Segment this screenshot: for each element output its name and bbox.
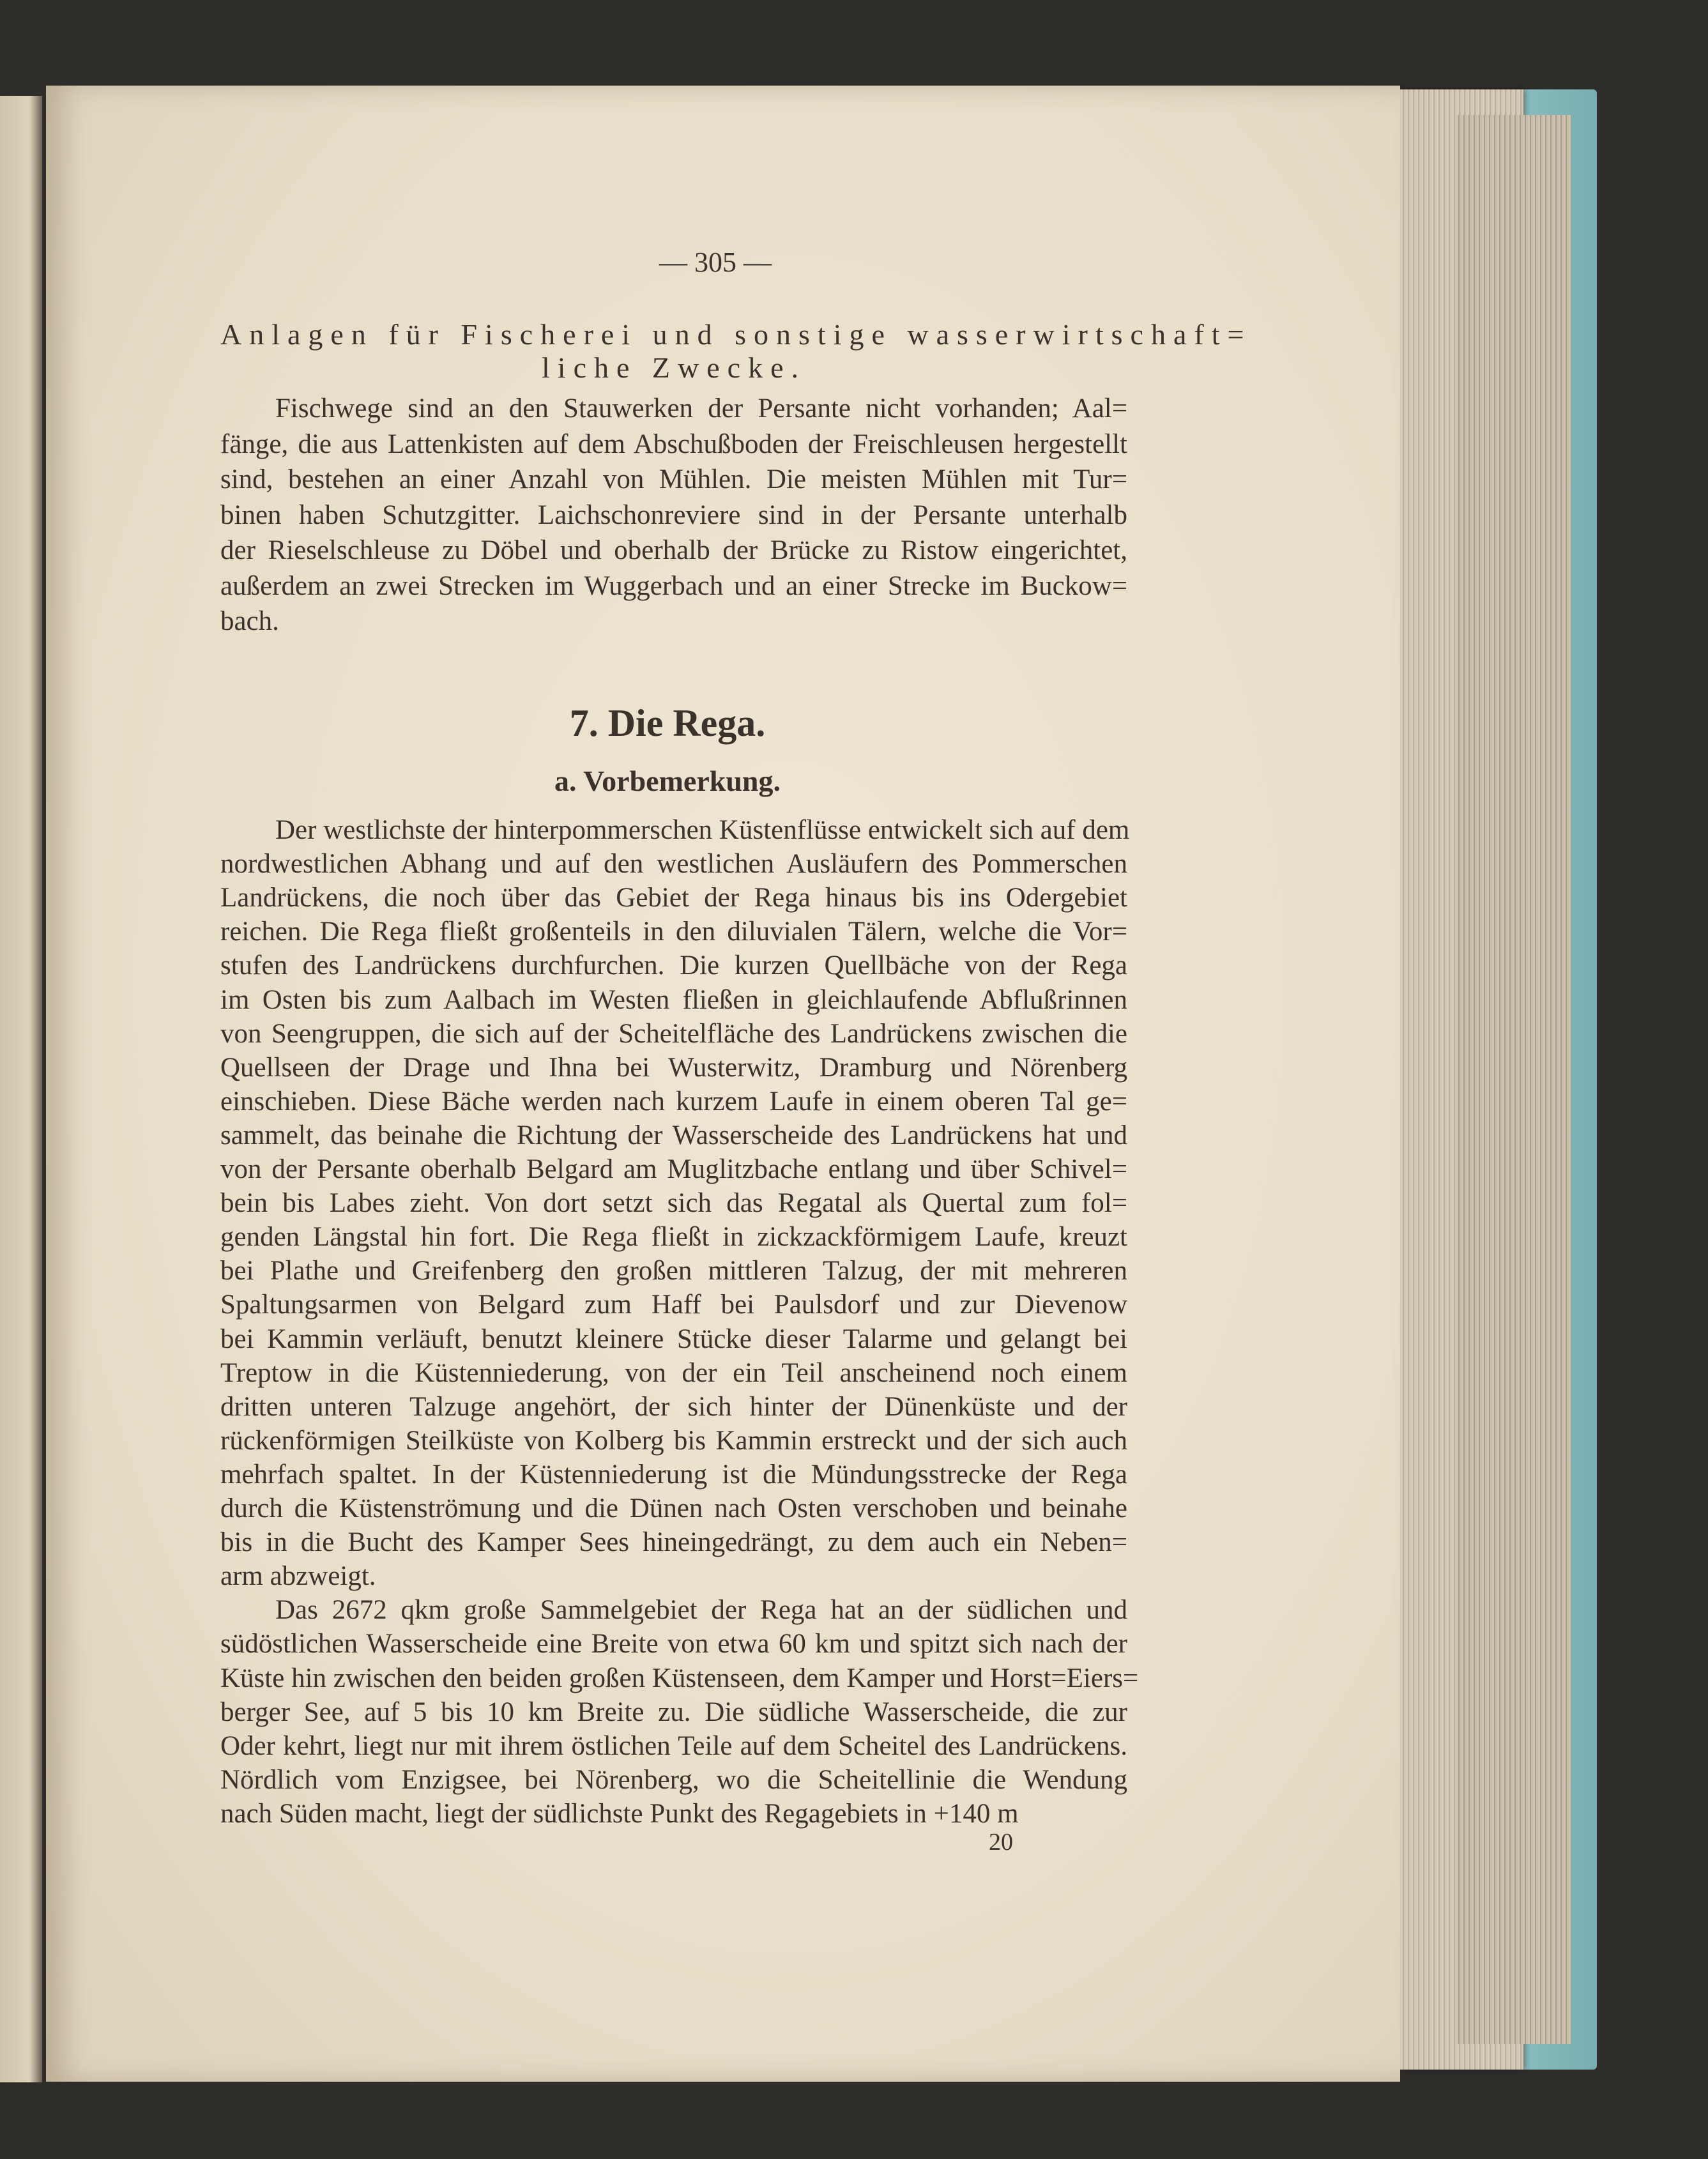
text-line: im Osten bis zum Aalbach im Westen fließen in gleichlaufende Abflußrinnen: [220, 984, 1127, 1015]
text-line: sammelt, das beinahe die Richtung der Wasserscheide des Landrückens hat und: [220, 1120, 1127, 1150]
text-line: arm abzweigt.: [220, 1561, 376, 1592]
text-line: sind, bestehen an einer Anzahl von Mühlen. Die meisten Mühlen mit Tur=: [220, 464, 1127, 494]
text-line: der Rieselschleuse zu Döbel und oberhalb der Brücke zu Ristow eingerichtet,: [220, 535, 1127, 565]
signature-mark: 20: [989, 1829, 1013, 1856]
text-line: bach.: [220, 606, 279, 636]
text-line: dritten unteren Talzuge angehört, der sich hinter der Dünenküste und der: [220, 1391, 1127, 1422]
text-line: Quellseen der Drage und Ihna bei Wusterwitz, Dramburg und Nörenberg: [220, 1052, 1127, 1083]
text-line: von der Persante oberhalb Belgard am Muglitzbache entlang und über Schivel=: [220, 1154, 1127, 1184]
text-line: mehrfach spaltet. In der Küstenniederung ist die Mündungsstrecke der Rega: [220, 1459, 1127, 1490]
page-number: — 305 —: [659, 247, 772, 278]
text-line: bei Plathe und Greifenberg den großen mittleren Talzug, der mit mehreren: [220, 1256, 1127, 1286]
text-line: binen haben Schutzgitter. Laichschonreviere sind in der Persante unterhalb: [220, 500, 1127, 530]
page-edges-inner: [1456, 115, 1571, 2044]
text-line: nach Süden macht, liegt der südlichste Punkt des Regagebiets in +140 m: [220, 1798, 1019, 1829]
text-line: bei Kammin verläuft, benutzt kleinere Stücke dieser Talarme und gelangt bei: [220, 1324, 1127, 1354]
heading-line: liche Zwecke.: [542, 351, 806, 384]
text-line: bein bis Labes zieht. Von dort setzt sich das Regatal als Quertal zum fol=: [220, 1188, 1127, 1219]
facing-page-edge: [0, 96, 42, 2082]
text-line: Treptow in die Küstenniederung, von der ein Teil anscheinend noch einem: [220, 1357, 1127, 1388]
text-line: genden Längstal hin fort. Die Rega fließt in zickzackförmigem Laufe, kreuzt: [220, 1222, 1127, 1253]
text-line: außerdem an zwei Strecken im Wuggerbach und an einer Strecke im Buckow=: [220, 570, 1127, 601]
text-line: Küste hin zwischen den beiden großen Küstenseen, dem Kamper und Horst=Eiers=: [220, 1663, 1139, 1693]
chapter-subtitle: a. Vorbemerkung.: [554, 765, 781, 797]
text-line: südöstlichen Wasserscheide eine Breite von etwa 60 km und spitzt sich nach der: [220, 1629, 1127, 1659]
text-line: berger See, auf 5 bis 10 km Breite zu. Die südliche Wasserscheide, die zur: [220, 1697, 1127, 1727]
text-line: nordwestlichen Abhang und auf den westlichen Ausläufern des Pommerschen: [220, 849, 1127, 880]
text-line: stufen des Landrückens durchfurchen. Die kurzen Quellbäche von der Rega: [220, 950, 1127, 981]
text-line: Spaltungsarmen von Belgard zum Haff bei Paulsdorf und zur Dievenow: [220, 1290, 1127, 1320]
text-line: durch die Küstenströmung und die Dünen nach Osten verschoben und beinahe: [220, 1493, 1127, 1523]
chapter-title: 7. Die Rega.: [569, 702, 766, 744]
text-line: Oder kehrt, liegt nur mit ihrem östlichen Teile auf dem Scheitel des Landrückens.: [220, 1730, 1127, 1761]
text-line: Nördlich vom Enzigsee, bei Nörenberg, wo die Scheitellinie die Wendung: [220, 1764, 1127, 1795]
text-line: fänge, die aus Lattenkisten auf dem Abschußboden der Freischleusen hergestellt: [220, 429, 1127, 459]
text-line: bis in die Bucht des Kamper Sees hineingedrängt, zu dem auch ein Neben=: [220, 1527, 1127, 1558]
text-line: Landrückens, die noch über das Gebiet der Rega hinaus bis ins Odergebiet: [220, 883, 1127, 913]
text-line: Fischwege sind an den Stauwerken der Persante nicht vorhanden; Aal=: [275, 393, 1127, 423]
text-line: reichen. Die Rega fließt großenteils in den diluvialen Tälern, welche die Vor=: [220, 917, 1127, 947]
text-line: einschieben. Diese Bäche werden nach kurzem Laufe in einem oberen Tal ge=: [220, 1086, 1127, 1117]
text-line: rückenförmigen Steilküste von Kolberg bis Kammin erstreckt und der sich auch: [220, 1425, 1127, 1456]
text-line: Das 2672 qkm große Sammelgebiet der Rega hat an der südlichen und: [275, 1595, 1127, 1626]
text-line: von Seengruppen, die sich auf der Scheitelfläche des Landrückens zwischen die: [220, 1018, 1127, 1049]
text-line: Der westlichste der hinterpommerschen Küstenflüsse entwickelt sich auf dem: [275, 815, 1130, 845]
heading-line: Anlagen für Fischerei und sonstige wasserwirtschaft=: [220, 318, 1252, 351]
